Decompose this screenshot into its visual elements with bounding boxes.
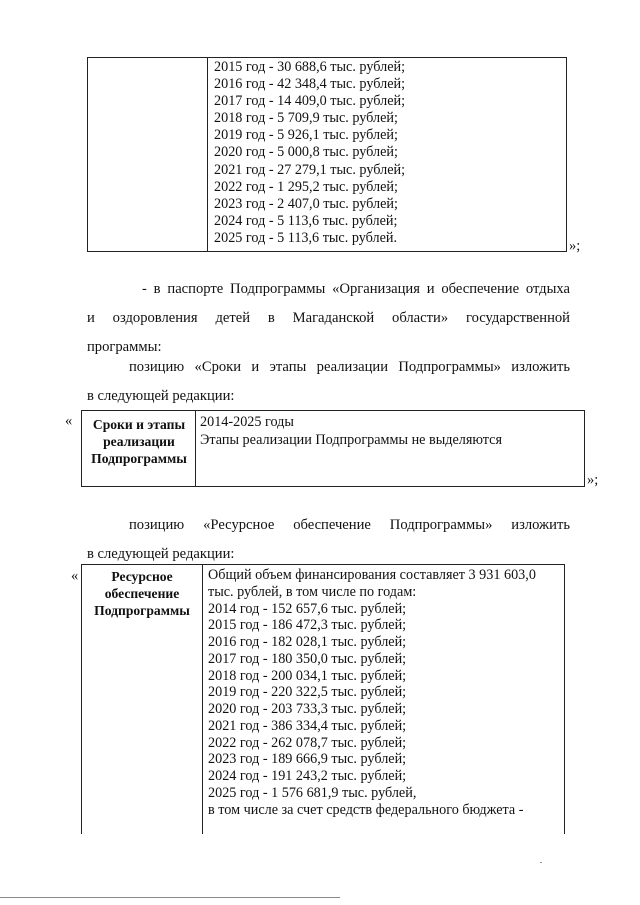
closing-quote: »; — [587, 472, 599, 488]
funding-year-line: 2018 год - 5 709,9 тыс. рублей; — [214, 110, 398, 127]
terms-label: Сроки и этапы реализации Подпрограммы — [91, 417, 187, 466]
funding-year-line: 2017 год - 14 409,0 тыс. рублей; — [214, 93, 406, 110]
funding-year-line: 2016 год - 42 348,4 тыс. рублей; — [214, 76, 406, 93]
terms-value — [200, 414, 502, 449]
paragraph-line: в следующей редакции: — [87, 546, 235, 562]
funding-year-line: 2021 год - 27 279,1 тыс. рублей; — [214, 161, 406, 178]
amendment-paragraph-resources — [87, 511, 570, 569]
resources-funding-list — [208, 567, 536, 818]
resources-line: 2019 год - 220 322,5 тыс. рублей; — [208, 684, 407, 701]
funding-year-line: 2020 год - 5 000,8 тыс. рублей; — [214, 144, 398, 161]
amendment-paragraph-terms — [87, 353, 570, 411]
funding-year-line: 2024 год - 5 113,6 тыс. рублей; — [214, 212, 398, 229]
paragraph-line: программы: — [87, 339, 162, 355]
resources-line: 2014 год - 152 657,6 тыс. рублей; — [208, 600, 407, 617]
funding-table-continuation — [87, 57, 567, 252]
funding-years-list — [214, 59, 405, 247]
funding-year-line: 2015 год - 30 688,6 тыс. рублей; — [214, 59, 406, 75]
terms-stages-note: Этапы реализации Подпрограммы не выделяются — [200, 431, 502, 448]
resources-line: 2021 год - 386 334,4 тыс. рублей; — [208, 717, 407, 734]
resources-line: 2020 год - 203 733,3 тыс. рублей; — [208, 701, 407, 717]
amendment-paragraph-passport — [87, 275, 570, 362]
resources-line: в том числе за счет средств федерального бюджета - — [208, 801, 524, 818]
resources-line: 2024 год - 191 243,2 тыс. рублей; — [208, 768, 407, 784]
scan-speck — [540, 862, 542, 863]
funding-year-line: 2025 год - 5 113,6 тыс. рублей. — [214, 229, 398, 246]
opening-quote: « — [65, 413, 73, 429]
terms-table — [81, 410, 585, 487]
table-column-divider — [195, 411, 196, 486]
table-column-divider — [202, 565, 203, 834]
terms-years: 2014-2025 годы — [200, 414, 294, 430]
resources-label: Ресурсное обеспечение Подпрограммы — [94, 569, 190, 618]
funding-year-line: 2019 год - 5 926,1 тыс. рублей; — [214, 127, 398, 144]
resources-line: 2017 год - 180 350,0 тыс. рублей; — [208, 650, 407, 667]
resources-table — [81, 564, 565, 834]
paragraph-line: позицию «Ресурсное обеспечение Подпрограммы» изложить — [129, 517, 570, 533]
resources-line: Общий объем финансирования составляет 3 931 603,0 — [208, 567, 536, 583]
resources-line: 2022 год - 262 078,7 тыс. рублей; — [208, 734, 407, 751]
paragraph-line: - в паспорте Подпрограммы «Организация и обеспечение отдыха — [142, 281, 570, 297]
opening-quote: « — [71, 568, 79, 584]
closing-quote: »; — [569, 238, 581, 254]
resources-line: 2025 год - 1 576 681,9 тыс. рублей, — [208, 784, 417, 801]
funding-year-line: 2022 год - 1 295,2 тыс. рублей; — [214, 178, 398, 195]
resources-line: 2023 год - 189 666,9 тыс. рублей; — [208, 751, 407, 768]
resources-line: тыс. рублей, в том числе по годам: — [208, 583, 417, 600]
paragraph-line: и оздоровления детей в Магаданской области» государственной — [87, 310, 570, 326]
page-footer-rule — [0, 897, 340, 898]
resources-line: 2018 год - 200 034,1 тыс. рублей; — [208, 667, 407, 684]
table-column-divider — [207, 58, 208, 251]
resources-line: 2015 год - 186 472,3 тыс. рублей; — [208, 617, 407, 634]
paragraph-line: в следующей редакции: — [87, 388, 235, 404]
paragraph-line: позицию «Сроки и этапы реализации Подпрограммы» изложить — [129, 359, 570, 375]
funding-year-line: 2023 год - 2 407,0 тыс. рублей; — [214, 195, 398, 212]
resources-line: 2016 год - 182 028,1 тыс. рублей; — [208, 634, 407, 650]
